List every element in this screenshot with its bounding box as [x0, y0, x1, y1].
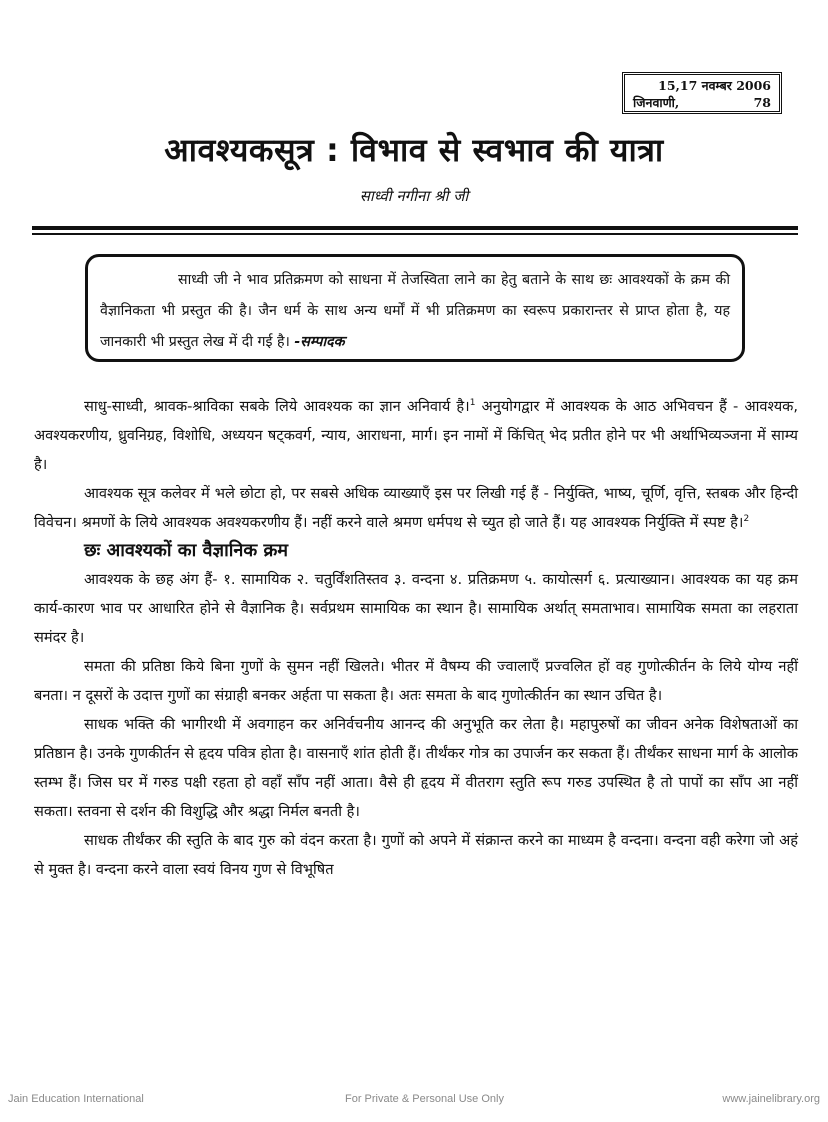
article-body	[34, 392, 798, 884]
paragraph-1-text-b: अनुयोगद्वार में आवश्यक के आठ अभिवचन हैं - आवश्यक, अवश्यकरणीय, ध्रुवनिग्रह, विशोधि, अध्ययन षट्कवर्ग, न्याय, आराधना, मार्ग। इन नामों में किंचित् भेद प्रतीत होने पर भी अर्थाभिव्यञ्जना में साम्य है।	[34, 398, 798, 473]
paragraph-2-text: आवश्यक सूत्र कलेवर में भले छोटा हो, पर सबसे अधिक व्याख्याएँ इस पर लिखी गई हैं - निर्युक्ति, भाष्य, चूर्णि, वृत्ति, स्तबक और हिन्दी विवेचन। श्रमणों के लिये आवश्यक अवश्यकरणीय हैं। नहीं करने वाले श्रमण धर्मपथ से च्युत हो जाते हैं। यह आवश्यक निर्युक्ति में स्पष्ट है।	[34, 485, 798, 531]
paragraph-5: साधक भक्ति की भागीरथी में अवगाहन कर अनिर्वचनीय आनन्द की अनुभूति कर लेता है। महापुरुषों का जीवन अनेक विशेषताओं का प्रतिष्ठान है। उनके गुणकीर्तन से हृदय पवित्र होता है। वासनाएँ शांत होती हैं। तीर्थंकर गोत्र का उपार्जन कर सकता हैं। तीर्थंकर साधना मार्ग के आलोक स्तम्भ हैं। जिस घर में गरुड पक्षी रहता हो वहाँ साँप नहीं आता। वैसे ही हृदय में वीतराग स्तुति रूप गरुड उपस्थित है तो पापों का साँप आ नहीं सकता। स्तवना से दर्शन की विशुद्धि और श्रद्धा निर्मल बनती है।	[34, 716, 798, 820]
article-title: आवश्यकसूत्र : विभाव से स्वभाव की यात्रा	[164, 131, 664, 169]
section-heading: छः आवश्यकों का वैज्ञानिक क्रम	[84, 540, 289, 561]
footer-website-link[interactable]: www.jainelibrary.org	[722, 1093, 820, 1105]
page-number: 78	[753, 95, 771, 110]
paragraph-6: साधक तीर्थंकर की स्तुति के बाद गुरु को वंदन करता है। गुणों को अपने में संक्रान्त करने का माध्यम है वन्दना। वन्दना वही करेगा जो अहं से मुक्त है। वन्दना करने वाला स्वयं विनय गुण से विभूषित	[34, 832, 798, 878]
paragraph-2	[34, 479, 798, 537]
editor-note-box	[85, 254, 745, 362]
page-footer	[0, 1093, 828, 1109]
footer-publisher: Jain Education International	[8, 1093, 144, 1105]
paragraph-4: समता की प्रतिष्ठा किये बिना गुणों के सुमन नहीं खिलते। भीतर में वैषम्य की ज्वालाएँ प्रज्वलित हों वह गुणोत्कीर्तन के लिये योग्य नहीं बनता। न दूसरों के उदात्त गुणों का संग्राही बनकर अर्हता पा सकता है। अतः समता के बाद गुणोत्कीर्तन का स्थान उचित है।	[34, 658, 798, 704]
editor-note-text: साध्वी जी ने भाव प्रतिक्रमण को साधना में तेजस्विता लाने का हेतु बताने के साथ छः आवश्यकों के क्रम की वैज्ञानिकता भी प्रस्तुत की है। जैन धर्म के साथ अन्य धर्मों में भी प्रतिक्रमण का स्वरूप प्रकारान्तर से प्राप्त होता है, यह जानकारी भी प्रस्तुत लेख में दी गई है।	[100, 272, 730, 350]
footnote-ref-2: 2	[743, 514, 750, 525]
article-author: साध्वी नगीना श्री जी	[359, 187, 469, 205]
paragraph-1	[34, 392, 798, 479]
paragraph-1-text-a: साधु-साध्वी, श्रावक-श्राविका सबके लिये आवश्यक का ज्ञान अनिवार्य है।	[84, 398, 470, 415]
issue-date: 15,17 नवम्बर 2006	[658, 78, 771, 93]
footnote-ref-1: 1	[469, 398, 476, 409]
paragraph-3: आवश्यक के छह अंग हैं- १. सामायिक २. चतुर्विंशतिस्तव ३. वन्दना ४. प्रतिक्रमण ५. कायोत्सर्ग ६. प्रत्याख्यान। आवश्यक का यह क्रम कार्य-कारण भाव पर आधारित होने से वैज्ञानिक है। सर्वप्रथम सामायिक का स्थान है। सामायिक अर्थात् समताभाव। सामायिक समता का लहराता समंदर है।	[34, 571, 798, 646]
header-rule-thick	[32, 226, 798, 230]
footer-usage-note: For Private & Personal Use Only	[345, 1093, 504, 1105]
editor-signature: -सम्पादक	[294, 334, 345, 350]
magazine-name: जिनवाणी,	[633, 95, 680, 110]
issue-info-box	[622, 72, 782, 114]
header-rule-thin	[32, 233, 798, 235]
